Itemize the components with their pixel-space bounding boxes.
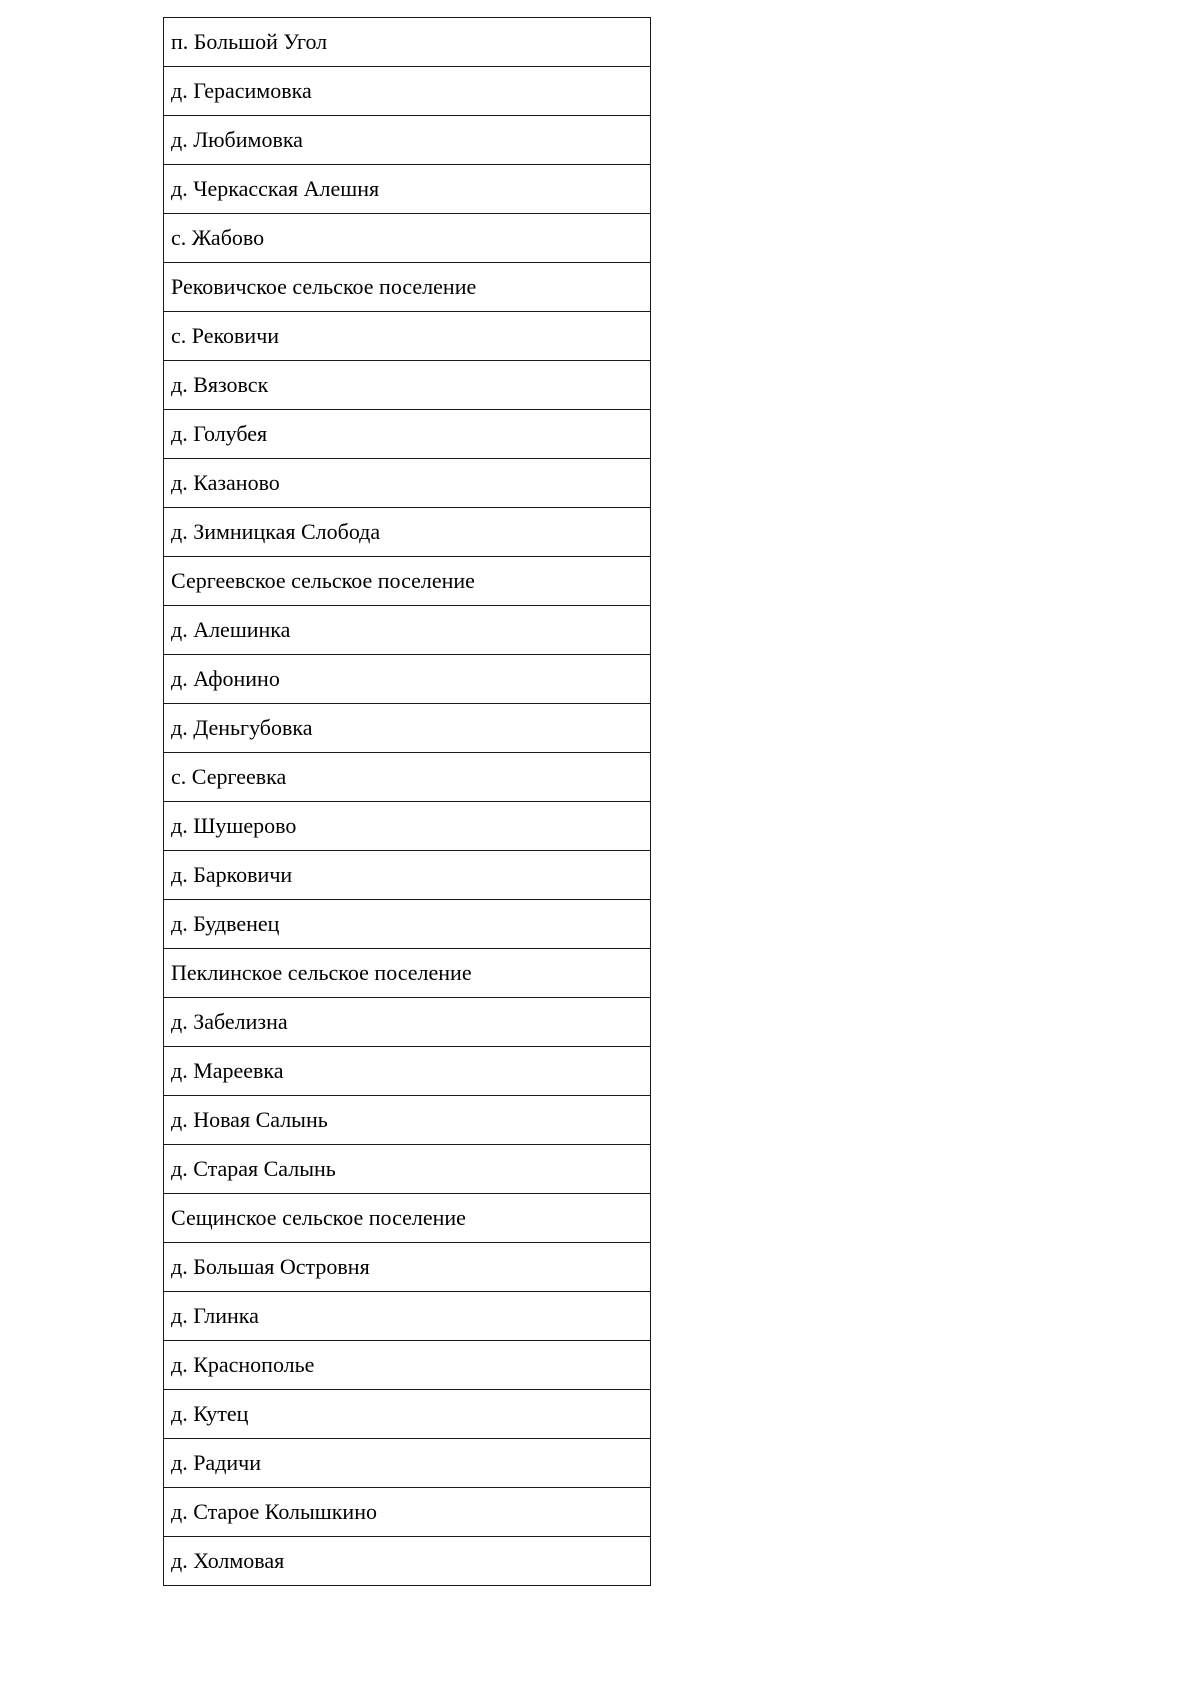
table-cell: Сергеевское сельское поселение <box>164 557 651 606</box>
table-cell: д. Забелизна <box>164 998 651 1047</box>
table-row <box>164 312 651 361</box>
table-row <box>164 655 651 704</box>
table-row <box>164 1390 651 1439</box>
table-row <box>164 1194 651 1243</box>
table-cell: д. Казаново <box>164 459 651 508</box>
table-row <box>164 704 651 753</box>
table-row <box>164 263 651 312</box>
table-row <box>164 851 651 900</box>
table-cell: д. Голубея <box>164 410 651 459</box>
table-cell: д. Радичи <box>164 1439 651 1488</box>
table-cell: с. Рековичи <box>164 312 651 361</box>
table-cell: с. Сергеевка <box>164 753 651 802</box>
table-row <box>164 459 651 508</box>
table-cell: д. Барковичи <box>164 851 651 900</box>
table-cell: д. Новая Салынь <box>164 1096 651 1145</box>
table-cell: д. Холмовая <box>164 1537 651 1586</box>
table-cell: д. Алешинка <box>164 606 651 655</box>
table-row <box>164 410 651 459</box>
table-cell: д. Черкасская Алешня <box>164 165 651 214</box>
table-row <box>164 1096 651 1145</box>
table-row <box>164 1537 651 1586</box>
settlements-table-body <box>164 18 651 1586</box>
table-cell: д. Глинка <box>164 1292 651 1341</box>
table-cell: Пеклинское сельское поселение <box>164 949 651 998</box>
table-cell: п. Большой Угол <box>164 18 651 67</box>
table-row <box>164 67 651 116</box>
table-cell: с. Жабово <box>164 214 651 263</box>
table-row <box>164 1341 651 1390</box>
table-row <box>164 116 651 165</box>
table-cell: д. Кутец <box>164 1390 651 1439</box>
table-cell: д. Будвенец <box>164 900 651 949</box>
table-cell: д. Старое Колышкино <box>164 1488 651 1537</box>
table-cell: д. Любимовка <box>164 116 651 165</box>
table-row <box>164 1488 651 1537</box>
table-row <box>164 165 651 214</box>
table-row <box>164 1047 651 1096</box>
table-row <box>164 508 651 557</box>
table-cell: д. Старая Салынь <box>164 1145 651 1194</box>
table-row <box>164 1243 651 1292</box>
table-cell: д. Краснополье <box>164 1341 651 1390</box>
table-row <box>164 900 651 949</box>
table-cell: д. Афонино <box>164 655 651 704</box>
table-cell: Рековичское сельское поселение <box>164 263 651 312</box>
table-row <box>164 1439 651 1488</box>
table-cell: д. Большая Островня <box>164 1243 651 1292</box>
table-row <box>164 1292 651 1341</box>
table-row <box>164 361 651 410</box>
settlements-table <box>163 17 651 1586</box>
table-row <box>164 1145 651 1194</box>
table-row <box>164 753 651 802</box>
table-row <box>164 214 651 263</box>
table-row <box>164 18 651 67</box>
table-cell: Сещинское сельское поселение <box>164 1194 651 1243</box>
table-cell: д. Герасимовка <box>164 67 651 116</box>
table-row <box>164 606 651 655</box>
table-cell: д. Вязовск <box>164 361 651 410</box>
table-row <box>164 557 651 606</box>
table-cell: д. Шушерово <box>164 802 651 851</box>
table-cell: д. Мареевка <box>164 1047 651 1096</box>
table-row <box>164 802 651 851</box>
table-cell: д. Зимницкая Слобода <box>164 508 651 557</box>
table-cell: д. Деньгубовка <box>164 704 651 753</box>
table-row <box>164 998 651 1047</box>
table-row <box>164 949 651 998</box>
